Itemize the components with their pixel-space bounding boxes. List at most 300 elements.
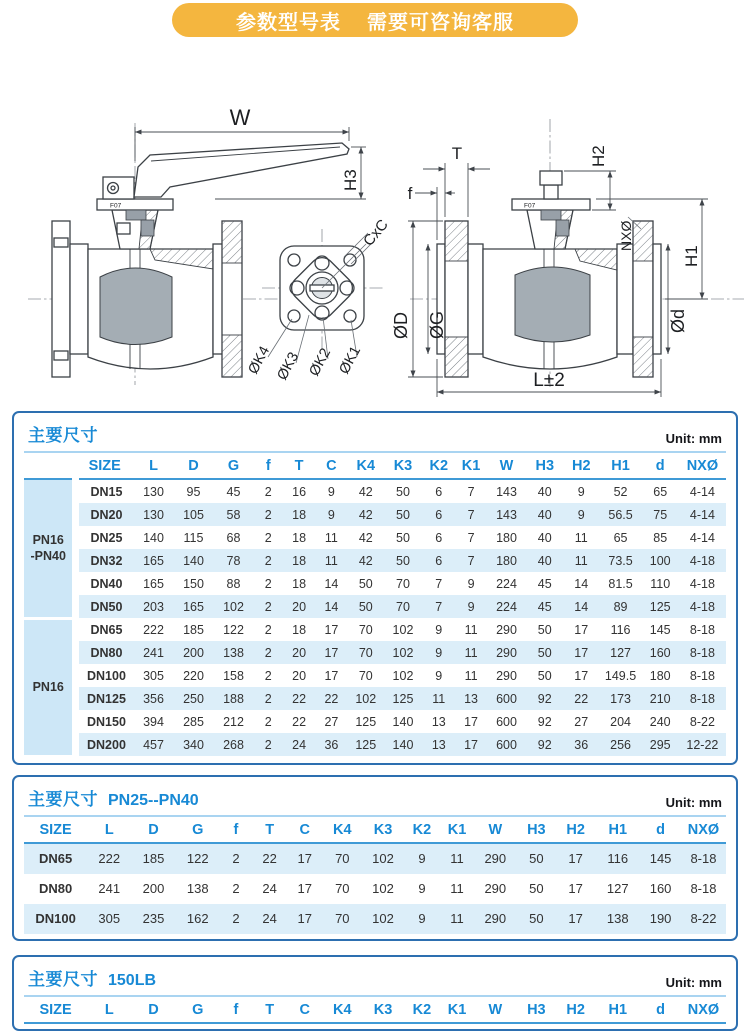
value-cell: 50 bbox=[358, 576, 373, 591]
value-cell: 165 bbox=[174, 595, 214, 618]
value-cell: 268 bbox=[214, 733, 254, 756]
value-cell: 145 bbox=[640, 843, 681, 874]
column-header: T bbox=[252, 817, 287, 843]
value-cell: 290 bbox=[474, 843, 517, 874]
value-cell: 130 bbox=[143, 484, 164, 499]
value-cell: 14 bbox=[574, 576, 589, 591]
value-cell: 70 bbox=[322, 904, 362, 934]
value-cell: 70 bbox=[358, 622, 373, 637]
value-cell: 2 bbox=[264, 484, 272, 499]
value-cell: 45 bbox=[226, 484, 241, 499]
value-cell: 13 bbox=[431, 714, 446, 729]
header-row bbox=[24, 453, 726, 479]
value-cell: 9 bbox=[577, 484, 585, 499]
group-column-header bbox=[24, 453, 76, 479]
value-cell: 224 bbox=[487, 595, 527, 618]
value-cell: 11 bbox=[464, 668, 478, 683]
value-cell: 102 bbox=[214, 595, 254, 618]
column-header: K4 bbox=[348, 453, 385, 479]
dim-label-k3: ØK3 bbox=[274, 349, 303, 383]
value-cell: 40 bbox=[537, 530, 552, 545]
value-cell: 140 bbox=[143, 530, 164, 545]
size-cell: DN125 bbox=[76, 687, 134, 710]
card-subtitle: 150LB bbox=[108, 971, 157, 989]
value-cell: 224 bbox=[496, 576, 517, 591]
value-cell: 305 bbox=[87, 904, 131, 934]
value-cell: 7 bbox=[456, 503, 487, 526]
value-cell: 210 bbox=[642, 687, 679, 710]
valve-side-view bbox=[28, 105, 366, 385]
value-cell: 2 bbox=[254, 595, 283, 618]
value-cell: 18 bbox=[292, 576, 307, 591]
value-cell: 122 bbox=[223, 622, 244, 637]
value-cell: 22 bbox=[315, 687, 347, 710]
column-header: K2 bbox=[404, 997, 441, 1023]
column-header: K2 bbox=[422, 453, 456, 479]
dim-label-f: f bbox=[407, 184, 413, 203]
value-cell: 14 bbox=[324, 576, 339, 591]
value-cell: 158 bbox=[223, 668, 244, 683]
dim-label-t: T bbox=[451, 144, 463, 163]
column-header: W bbox=[487, 453, 527, 479]
column-header: W bbox=[474, 817, 517, 843]
value-cell: 40 bbox=[537, 484, 552, 499]
value-cell: 18 bbox=[292, 622, 307, 637]
size-cell: DN80 bbox=[38, 881, 73, 896]
column-header: d bbox=[642, 453, 679, 479]
value-cell: 17 bbox=[315, 641, 347, 664]
value-cell: 200 bbox=[142, 881, 165, 896]
dim-label-dia-D: ØD bbox=[391, 312, 411, 339]
value-cell: 17 bbox=[287, 904, 322, 934]
value-cell: 17 bbox=[287, 843, 322, 874]
value-cell: 4-14 bbox=[689, 484, 715, 499]
table-row bbox=[24, 572, 726, 595]
spec-card-main bbox=[12, 411, 738, 765]
value-cell: 8-18 bbox=[690, 881, 717, 896]
value-cell: 173 bbox=[600, 687, 642, 710]
value-cell: 11 bbox=[450, 881, 464, 896]
value-cell: 42 bbox=[358, 484, 373, 499]
column-header: G bbox=[214, 453, 254, 479]
unit-label: Unit: mm bbox=[665, 974, 722, 990]
value-cell: 180 bbox=[487, 549, 527, 572]
value-cell: 188 bbox=[214, 687, 254, 710]
value-cell: 4-14 bbox=[689, 530, 715, 545]
value-cell: 222 bbox=[143, 622, 164, 637]
size-cell: DN15 bbox=[90, 484, 123, 499]
value-cell: 9 bbox=[456, 595, 487, 618]
value-cell: 58 bbox=[214, 503, 254, 526]
size-cell: DN65 bbox=[90, 622, 123, 637]
value-cell: 145 bbox=[649, 622, 671, 637]
value-cell: 17 bbox=[297, 881, 312, 896]
column-header: NXØ bbox=[679, 453, 726, 479]
value-cell: 6 bbox=[422, 503, 456, 526]
table-row bbox=[24, 904, 726, 934]
value-cell: 4-18 bbox=[679, 595, 726, 618]
value-cell: 40 bbox=[527, 549, 564, 572]
value-cell: 6 bbox=[422, 549, 456, 572]
value-cell: 73.5 bbox=[600, 549, 642, 572]
column-header: L bbox=[87, 997, 131, 1023]
value-cell: 2 bbox=[254, 687, 283, 710]
value-cell: 22 bbox=[252, 843, 287, 874]
value-cell: 20 bbox=[292, 668, 307, 683]
value-cell: 17 bbox=[568, 881, 583, 896]
value-cell: 13 bbox=[456, 687, 487, 710]
column-header: K1 bbox=[440, 997, 474, 1023]
value-cell: 50 bbox=[396, 530, 410, 545]
value-cell: 143 bbox=[487, 503, 527, 526]
value-cell: 40 bbox=[527, 503, 564, 526]
column-header: D bbox=[174, 453, 214, 479]
value-cell: 65 bbox=[653, 484, 668, 499]
size-cell: DN32 bbox=[76, 549, 134, 572]
value-cell: 220 bbox=[183, 668, 204, 683]
value-cell: 68 bbox=[226, 530, 241, 545]
value-cell: 8-18 bbox=[679, 687, 726, 710]
value-cell: 17 bbox=[464, 714, 479, 729]
spec-table-main-mount bbox=[24, 453, 726, 758]
value-cell: 95 bbox=[186, 484, 201, 499]
value-cell: 50 bbox=[348, 595, 385, 618]
value-cell: 50 bbox=[529, 881, 544, 896]
value-cell: 2 bbox=[264, 622, 272, 637]
dim-label-h3: H3 bbox=[341, 169, 360, 191]
value-cell: 11 bbox=[315, 549, 347, 572]
value-cell: 9 bbox=[435, 668, 443, 683]
column-header: d bbox=[640, 997, 681, 1023]
value-cell: 4-18 bbox=[679, 549, 726, 572]
size-cell: DN150 bbox=[87, 714, 126, 729]
column-header: H2 bbox=[563, 453, 600, 479]
value-cell: 143 bbox=[496, 484, 517, 499]
value-cell: 17 bbox=[556, 843, 595, 874]
value-cell: 70 bbox=[396, 576, 410, 591]
value-cell: 9 bbox=[404, 904, 441, 934]
value-cell: 6 bbox=[435, 530, 443, 545]
value-cell: 2 bbox=[232, 881, 240, 896]
value-cell: 11 bbox=[440, 843, 474, 874]
table-row bbox=[24, 710, 726, 733]
value-cell: 116 bbox=[595, 843, 640, 874]
value-cell: 17 bbox=[324, 622, 339, 637]
value-cell: 70 bbox=[348, 641, 385, 664]
value-cell: 2 bbox=[254, 733, 283, 756]
pressure-group-cell: PN16 bbox=[24, 618, 76, 756]
value-cell: 22 bbox=[292, 714, 307, 729]
value-cell: 102 bbox=[348, 687, 385, 710]
value-cell: 290 bbox=[496, 622, 517, 637]
value-cell: 18 bbox=[283, 549, 315, 572]
value-cell: 17 bbox=[574, 668, 589, 683]
value-cell: 50 bbox=[537, 668, 552, 683]
column-header: K3 bbox=[384, 453, 422, 479]
value-cell: 11 bbox=[422, 687, 456, 710]
value-cell: 160 bbox=[642, 641, 679, 664]
value-cell: 125 bbox=[355, 714, 377, 729]
value-cell: 8-22 bbox=[681, 904, 726, 934]
value-cell: 600 bbox=[487, 733, 527, 756]
value-cell: 45 bbox=[527, 595, 564, 618]
dim-label-k1: ØK1 bbox=[336, 343, 365, 377]
column-header: C bbox=[287, 817, 322, 843]
value-cell: 140 bbox=[174, 549, 214, 572]
value-cell: 17 bbox=[556, 904, 595, 934]
value-cell: 7 bbox=[422, 595, 456, 618]
value-cell: 127 bbox=[606, 881, 629, 896]
value-cell: 162 bbox=[176, 904, 220, 934]
value-cell: 70 bbox=[358, 668, 373, 683]
card-title: 主要尺寸 bbox=[28, 969, 98, 989]
value-cell: 56.5 bbox=[600, 503, 642, 526]
value-cell: 13 bbox=[422, 733, 456, 756]
value-cell: 149.5 bbox=[604, 668, 637, 683]
value-cell: 70 bbox=[335, 881, 350, 896]
value-cell: 2 bbox=[254, 641, 283, 664]
value-cell: 185 bbox=[131, 843, 175, 874]
column-header: d bbox=[640, 817, 681, 843]
value-cell: 140 bbox=[384, 733, 422, 756]
card-header bbox=[24, 779, 726, 817]
table-row bbox=[24, 664, 726, 687]
value-cell: 9 bbox=[422, 641, 456, 664]
value-cell: 11 bbox=[324, 530, 338, 545]
size-cell: DN100 bbox=[87, 668, 126, 683]
column-header: SIZE bbox=[76, 453, 134, 479]
header-banner bbox=[172, 3, 578, 37]
value-cell: 17 bbox=[563, 641, 600, 664]
dim-label-nxd: NXØ bbox=[618, 220, 634, 251]
value-cell: 42 bbox=[348, 503, 385, 526]
column-header: L bbox=[87, 817, 131, 843]
value-cell: 16 bbox=[292, 484, 307, 499]
value-cell: 185 bbox=[183, 622, 204, 637]
value-cell: 256 bbox=[600, 733, 642, 756]
value-cell: 200 bbox=[174, 641, 214, 664]
value-cell: 102 bbox=[384, 641, 422, 664]
value-cell: 240 bbox=[649, 714, 671, 729]
card-subtitle: PN25--PN40 bbox=[108, 791, 199, 809]
column-header: f bbox=[254, 453, 283, 479]
dim-label-k2: ØK2 bbox=[306, 345, 335, 379]
card-header bbox=[24, 415, 726, 453]
value-cell: 295 bbox=[642, 733, 679, 756]
value-cell: 9 bbox=[418, 881, 426, 896]
value-cell: 241 bbox=[98, 881, 121, 896]
value-cell: 102 bbox=[392, 622, 414, 637]
value-cell: 17 bbox=[574, 622, 589, 637]
value-cell: 11 bbox=[563, 549, 600, 572]
value-cell: 160 bbox=[649, 881, 672, 896]
value-cell: 100 bbox=[642, 549, 679, 572]
value-cell: 115 bbox=[183, 530, 204, 545]
value-cell: 102 bbox=[362, 843, 403, 874]
spec-table bbox=[24, 997, 726, 1024]
column-header: W bbox=[474, 997, 517, 1023]
pressure-group-cell: PN16 -PN40 bbox=[24, 479, 76, 618]
value-cell: 290 bbox=[496, 668, 517, 683]
value-cell: 222 bbox=[87, 843, 131, 874]
value-cell: 17 bbox=[324, 668, 339, 683]
size-cell: DN25 bbox=[90, 530, 123, 545]
table-row bbox=[24, 687, 726, 710]
header-row bbox=[24, 817, 726, 843]
value-cell: 24 bbox=[283, 733, 315, 756]
size-cell: DN100 bbox=[24, 904, 87, 934]
column-header: SIZE bbox=[24, 817, 87, 843]
value-cell: 102 bbox=[372, 881, 394, 896]
column-header: K1 bbox=[456, 453, 487, 479]
column-header: C bbox=[287, 997, 322, 1023]
table-row bbox=[24, 843, 726, 874]
valve-pad-face-view bbox=[245, 216, 392, 383]
table-row bbox=[24, 526, 726, 549]
column-header: H3 bbox=[517, 997, 556, 1023]
value-cell: 2 bbox=[264, 668, 272, 683]
value-cell: 190 bbox=[640, 904, 681, 934]
technical-drawing-area bbox=[0, 39, 750, 403]
dim-label-h2: H2 bbox=[589, 145, 608, 167]
value-cell: 12-22 bbox=[679, 733, 726, 756]
value-cell: 290 bbox=[484, 881, 507, 896]
column-header: L bbox=[134, 453, 174, 479]
value-cell: 180 bbox=[496, 530, 517, 545]
column-header: H3 bbox=[517, 817, 556, 843]
column-header: H2 bbox=[556, 817, 595, 843]
value-cell: 27 bbox=[324, 714, 339, 729]
column-header: H1 bbox=[595, 997, 640, 1023]
column-header: H1 bbox=[600, 453, 642, 479]
banner-text-left: 参数型号表 bbox=[236, 11, 341, 34]
value-cell: 9 bbox=[467, 576, 475, 591]
value-cell: 138 bbox=[186, 881, 209, 896]
value-cell: 52 bbox=[613, 484, 628, 499]
value-cell: 89 bbox=[600, 595, 642, 618]
value-cell: 116 bbox=[610, 622, 631, 637]
size-cell: DN200 bbox=[76, 733, 134, 756]
dim-label-k4: ØK4 bbox=[245, 343, 274, 377]
value-cell: 7 bbox=[467, 484, 475, 499]
value-cell: 81.5 bbox=[608, 576, 633, 591]
value-cell: 7 bbox=[467, 530, 475, 545]
dim-label-dia-G: ØG bbox=[427, 310, 447, 339]
value-cell: 305 bbox=[143, 668, 164, 683]
table-row bbox=[24, 549, 726, 572]
dim-label-l: L±2 bbox=[533, 370, 565, 391]
value-cell: 165 bbox=[143, 576, 164, 591]
value-cell: 8-22 bbox=[689, 714, 715, 729]
value-cell: 125 bbox=[384, 687, 422, 710]
value-cell: 75 bbox=[642, 503, 679, 526]
value-cell: 110 bbox=[650, 576, 671, 591]
dim-label-h1: H1 bbox=[682, 245, 701, 267]
value-cell: 290 bbox=[487, 641, 527, 664]
value-cell: 24 bbox=[262, 881, 277, 896]
value-cell: 18 bbox=[283, 503, 315, 526]
table-row bbox=[24, 641, 726, 664]
value-cell: 340 bbox=[174, 733, 214, 756]
value-cell: 9 bbox=[327, 484, 335, 499]
column-header: D bbox=[131, 817, 175, 843]
value-cell: 11 bbox=[456, 641, 487, 664]
value-cell: 102 bbox=[362, 904, 403, 934]
value-cell: 8-18 bbox=[679, 641, 726, 664]
value-cell: 11 bbox=[440, 904, 474, 934]
value-cell: 105 bbox=[174, 503, 214, 526]
table-row bbox=[24, 479, 726, 503]
card-title: 主要尺寸 bbox=[28, 789, 98, 809]
column-header: K4 bbox=[322, 997, 362, 1023]
value-cell: 14 bbox=[563, 595, 600, 618]
column-header: H3 bbox=[527, 453, 564, 479]
value-cell: 122 bbox=[176, 843, 220, 874]
value-cell: 457 bbox=[134, 733, 174, 756]
column-header: SIZE bbox=[24, 997, 87, 1023]
value-cell: 9 bbox=[563, 503, 600, 526]
product-spec-page bbox=[0, 3, 750, 1018]
value-cell: 130 bbox=[134, 503, 174, 526]
value-cell: 8-18 bbox=[681, 843, 726, 874]
table-row bbox=[24, 503, 726, 526]
value-cell: 9 bbox=[315, 503, 347, 526]
value-cell: 50 bbox=[396, 484, 410, 499]
value-cell: 394 bbox=[143, 714, 164, 729]
value-cell: 600 bbox=[487, 687, 527, 710]
value-cell: 2 bbox=[254, 549, 283, 572]
value-cell: 127 bbox=[600, 641, 642, 664]
value-cell: 4-14 bbox=[679, 503, 726, 526]
spec-card-pn25-pn40 bbox=[12, 775, 738, 941]
value-cell: 8-18 bbox=[689, 622, 715, 637]
value-cell: 50 bbox=[517, 843, 556, 874]
dim-label-w: W bbox=[229, 105, 251, 130]
value-cell: 165 bbox=[134, 549, 174, 572]
column-header: T bbox=[283, 453, 315, 479]
size-cell: DN20 bbox=[76, 503, 134, 526]
value-cell: 2 bbox=[264, 576, 272, 591]
size-cell: DN80 bbox=[76, 641, 134, 664]
value-cell: 88 bbox=[226, 576, 241, 591]
spec-table-150lb-mount bbox=[24, 997, 726, 1024]
value-cell: 138 bbox=[595, 904, 640, 934]
column-header: K1 bbox=[440, 817, 474, 843]
value-cell: 70 bbox=[322, 843, 362, 874]
size-cell: DN50 bbox=[76, 595, 134, 618]
value-cell: 2 bbox=[254, 503, 283, 526]
value-cell: 20 bbox=[283, 641, 315, 664]
value-cell: 70 bbox=[384, 595, 422, 618]
value-cell: 11 bbox=[464, 622, 478, 637]
value-cell: 250 bbox=[174, 687, 214, 710]
value-cell: 140 bbox=[392, 714, 414, 729]
column-header: NXØ bbox=[681, 817, 726, 843]
dim-label-dia-d: Ød bbox=[668, 308, 688, 333]
column-header: NXØ bbox=[681, 997, 726, 1023]
value-cell: 600 bbox=[496, 714, 517, 729]
value-cell: 11 bbox=[574, 530, 588, 545]
value-cell: 2 bbox=[220, 904, 252, 934]
value-cell: 92 bbox=[537, 714, 552, 729]
value-cell: 22 bbox=[283, 687, 315, 710]
column-header: G bbox=[176, 817, 220, 843]
value-cell: 50 bbox=[384, 503, 422, 526]
value-cell: 285 bbox=[183, 714, 204, 729]
size-cell: DN65 bbox=[24, 843, 87, 874]
value-cell: 180 bbox=[649, 668, 671, 683]
spec-card-150lb bbox=[12, 955, 738, 1031]
